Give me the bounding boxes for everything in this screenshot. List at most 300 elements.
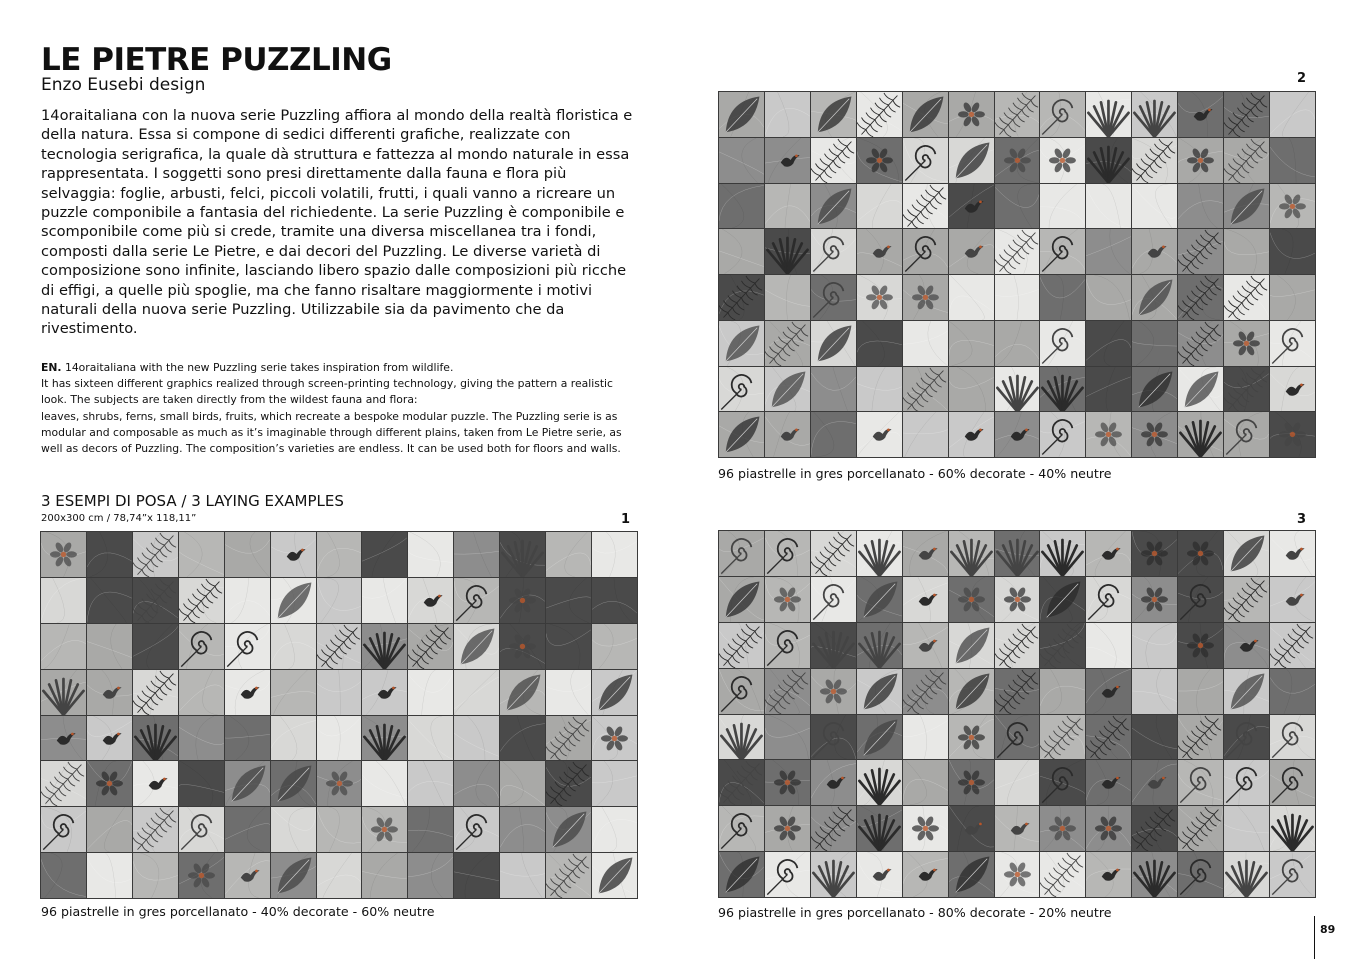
decor-tile-fan bbox=[362, 716, 407, 761]
decor-tile-swirl bbox=[1040, 92, 1085, 137]
stone-tile bbox=[179, 761, 224, 806]
decor-tile-swirl bbox=[1040, 321, 1085, 366]
layout-3-number: 3 bbox=[1297, 512, 1307, 527]
decor-tile-bird bbox=[133, 761, 178, 806]
decor-tile-swirl bbox=[1178, 852, 1223, 897]
decor-tile-swirl bbox=[903, 229, 948, 274]
decor-tile-swirl bbox=[1040, 760, 1085, 805]
page-number-rule bbox=[1314, 916, 1315, 959]
decor-tile-flower bbox=[1132, 412, 1177, 457]
description-english-line1 bbox=[41, 360, 641, 376]
stone-tile bbox=[408, 532, 453, 577]
stone-tile bbox=[592, 532, 637, 577]
decor-tile-fern bbox=[995, 669, 1040, 714]
decor-tile-leaf bbox=[811, 321, 856, 366]
page-title: LE PIETRE PUZZLING bbox=[41, 42, 392, 78]
decor-tile-fern bbox=[811, 531, 856, 576]
stone-tile bbox=[1086, 275, 1131, 320]
decor-tile-flower bbox=[1040, 138, 1085, 183]
stone-tile bbox=[179, 716, 224, 761]
stone-tile bbox=[41, 578, 86, 623]
decor-tile-swirl bbox=[1178, 760, 1223, 805]
stone-tile bbox=[811, 412, 856, 457]
stone-tile bbox=[87, 532, 132, 577]
decor-tile-leaf bbox=[949, 852, 994, 897]
decor-tile-leaf bbox=[1132, 275, 1177, 320]
stone-tile bbox=[271, 716, 316, 761]
decor-tile-fern bbox=[857, 92, 902, 137]
decor-tile-flower bbox=[1132, 531, 1177, 576]
decor-tile-fern bbox=[408, 624, 453, 669]
stone-tile bbox=[87, 578, 132, 623]
decor-tile-swirl bbox=[454, 578, 499, 623]
decor-tile-bird bbox=[1132, 760, 1177, 805]
decor-tile-leaf bbox=[719, 577, 764, 622]
decor-tile-fern bbox=[133, 670, 178, 715]
stone-tile bbox=[949, 275, 994, 320]
decor-tile-flower bbox=[362, 807, 407, 852]
decor-tile-leaf bbox=[903, 92, 948, 137]
layout-1-number: 1 bbox=[621, 512, 631, 527]
decor-tile-fern bbox=[1178, 806, 1223, 851]
decor-tile-fan bbox=[362, 624, 407, 669]
decor-tile-swirl bbox=[1224, 760, 1269, 805]
layout-3-tile-grid bbox=[718, 530, 1316, 898]
stone-tile bbox=[408, 716, 453, 761]
decor-tile-leaf bbox=[1040, 577, 1085, 622]
decor-tile-leaf bbox=[1178, 367, 1223, 412]
stone-tile bbox=[179, 532, 224, 577]
decor-tile-swirl bbox=[765, 852, 810, 897]
decor-tile-leaf bbox=[719, 321, 764, 366]
decor-tile-bird bbox=[903, 623, 948, 668]
stone-tile bbox=[41, 853, 86, 898]
stone-tile bbox=[362, 532, 407, 577]
decor-tile-leaf bbox=[719, 852, 764, 897]
decor-tile-fern bbox=[1178, 321, 1223, 366]
stone-tile bbox=[271, 670, 316, 715]
stone-tile bbox=[995, 275, 1040, 320]
stone-tile bbox=[811, 367, 856, 412]
decor-tile-fern bbox=[1178, 275, 1223, 320]
decor-tile-fan bbox=[995, 531, 1040, 576]
decor-tile-swirl bbox=[225, 624, 270, 669]
decor-tile-fern bbox=[1224, 367, 1269, 412]
decor-tile-leaf bbox=[271, 853, 316, 898]
stone-tile bbox=[1270, 275, 1315, 320]
decor-tile-swirl bbox=[1178, 577, 1223, 622]
stone-tile bbox=[87, 807, 132, 852]
description-english-line2: It has sixteen different graphics realized through screen-printing technology, giving the pattern a realistic look. The subjects are taken directly from the wildest fauna and flora: bbox=[41, 377, 613, 407]
decor-tile-flower bbox=[87, 761, 132, 806]
stone-tile bbox=[271, 624, 316, 669]
decor-tile-leaf bbox=[454, 624, 499, 669]
decor-tile-bird bbox=[225, 670, 270, 715]
decor-tile-fan bbox=[811, 623, 856, 668]
stone-tile bbox=[1040, 184, 1085, 229]
decor-tile-bird bbox=[811, 760, 856, 805]
stone-tile bbox=[1224, 229, 1269, 274]
en-line1: 14oraitaliana with the new Puzzling serie takes inspiration from wildlife. bbox=[61, 361, 454, 374]
decor-tile-fern bbox=[1040, 852, 1085, 897]
stone-tile bbox=[317, 532, 362, 577]
stone-tile bbox=[546, 578, 591, 623]
decor-tile-swirl bbox=[811, 577, 856, 622]
decor-tile-bird bbox=[995, 806, 1040, 851]
decor-tile-leaf bbox=[1224, 669, 1269, 714]
decor-tile-flower bbox=[765, 577, 810, 622]
decor-tile-bird bbox=[949, 229, 994, 274]
decor-tile-fern bbox=[1270, 623, 1315, 668]
stone-tile bbox=[1086, 367, 1131, 412]
decor-tile-fan bbox=[1132, 92, 1177, 137]
decor-tile-fan bbox=[500, 532, 545, 577]
decor-tile-swirl bbox=[1270, 321, 1315, 366]
stone-tile bbox=[500, 716, 545, 761]
stone-tile bbox=[1040, 275, 1085, 320]
decor-tile-swirl bbox=[811, 229, 856, 274]
decor-tile-flower bbox=[1178, 138, 1223, 183]
decor-tile-fan bbox=[857, 760, 902, 805]
stone-tile bbox=[765, 92, 810, 137]
decor-tile-flower bbox=[317, 761, 362, 806]
decor-tile-flower bbox=[949, 92, 994, 137]
stone-tile bbox=[719, 184, 764, 229]
description-english bbox=[41, 360, 641, 457]
stone-tile bbox=[1086, 229, 1131, 274]
decor-tile-fan bbox=[995, 367, 1040, 412]
stone-tile bbox=[1086, 623, 1131, 668]
decor-tile-flower bbox=[1178, 623, 1223, 668]
decor-tile-fan bbox=[857, 623, 902, 668]
stone-tile bbox=[546, 624, 591, 669]
stone-tile bbox=[1270, 138, 1315, 183]
decor-tile-swirl bbox=[903, 138, 948, 183]
description-english-line3: leaves, shrubs, ferns, small birds, fruits, which recreate a bespoke modular puzzle. The Puzzling serie is as modular and composable as much as it’s imaginable through different plains, taken from Le Pietre serie, as well as decors of Puzzling. The composition’s varieties are endless. It can be used both for floors and walls. bbox=[41, 409, 622, 456]
layout-2-caption: 96 piastrelle in gres porcellanato - 60% decorate - 40% neutre bbox=[718, 466, 1112, 481]
decor-tile-swirl bbox=[454, 807, 499, 852]
stone-tile bbox=[317, 670, 362, 715]
decor-tile-fern bbox=[41, 761, 86, 806]
decor-tile-fern bbox=[546, 761, 591, 806]
stone-tile bbox=[317, 716, 362, 761]
stone-tile bbox=[225, 807, 270, 852]
decor-tile-bird bbox=[857, 229, 902, 274]
stone-tile bbox=[546, 532, 591, 577]
stone-tile bbox=[1178, 184, 1223, 229]
stone-tile bbox=[500, 807, 545, 852]
decor-tile-flower bbox=[857, 275, 902, 320]
stone-tile bbox=[857, 321, 902, 366]
stone-tile bbox=[133, 624, 178, 669]
decor-tile-fan bbox=[857, 531, 902, 576]
stone-tile bbox=[408, 853, 453, 898]
decor-tile-fern bbox=[1224, 577, 1269, 622]
decor-tile-fan bbox=[765, 229, 810, 274]
decor-tile-flower bbox=[1040, 806, 1085, 851]
stone-tile bbox=[500, 761, 545, 806]
stone-tile bbox=[500, 853, 545, 898]
decor-tile-fern bbox=[995, 229, 1040, 274]
stone-tile bbox=[317, 807, 362, 852]
decor-tile-bird bbox=[87, 716, 132, 761]
decor-tile-leaf bbox=[225, 761, 270, 806]
decor-tile-flower bbox=[1270, 412, 1315, 457]
stone-tile bbox=[454, 532, 499, 577]
stone-tile bbox=[454, 853, 499, 898]
decor-tile-bird bbox=[995, 412, 1040, 457]
stone-tile bbox=[362, 578, 407, 623]
stone-tile bbox=[87, 624, 132, 669]
decor-tile-leaf bbox=[765, 367, 810, 412]
layout-2-tile-grid bbox=[718, 91, 1316, 458]
decor-tile-flower bbox=[857, 138, 902, 183]
layout-1-caption: 96 piastrelle in gres porcellanato - 40% decorate - 60% neutre bbox=[41, 904, 435, 919]
stone-tile bbox=[1270, 229, 1315, 274]
decor-tile-bird bbox=[1086, 531, 1131, 576]
decor-tile-fern bbox=[1224, 138, 1269, 183]
stone-tile bbox=[546, 670, 591, 715]
layout-1-tile-grid bbox=[40, 531, 638, 899]
decor-tile-bird bbox=[765, 412, 810, 457]
decor-tile-flower bbox=[1178, 531, 1223, 576]
decor-tile-leaf bbox=[271, 761, 316, 806]
decor-tile-fern bbox=[133, 578, 178, 623]
decor-tile-bird bbox=[1086, 852, 1131, 897]
decor-tile-fan bbox=[857, 806, 902, 851]
decor-tile-bird bbox=[1086, 669, 1131, 714]
decor-tile-leaf bbox=[857, 669, 902, 714]
stone-tile bbox=[719, 229, 764, 274]
decor-tile-flower bbox=[1086, 412, 1131, 457]
en-label: EN. bbox=[41, 361, 62, 374]
stone-tile bbox=[1040, 669, 1085, 714]
stone-tile bbox=[995, 760, 1040, 805]
stone-tile bbox=[41, 624, 86, 669]
stone-tile bbox=[1132, 669, 1177, 714]
stone-tile bbox=[225, 716, 270, 761]
examples-heading: 3 ESEMPI DI POSA / 3 LAYING EXAMPLES bbox=[41, 492, 344, 510]
decor-tile-flower bbox=[949, 577, 994, 622]
stone-tile bbox=[454, 670, 499, 715]
decor-tile-leaf bbox=[500, 670, 545, 715]
decor-tile-flower bbox=[765, 806, 810, 851]
decor-tile-bird bbox=[903, 852, 948, 897]
decor-tile-flower bbox=[1224, 321, 1269, 366]
stone-tile bbox=[408, 761, 453, 806]
stone-tile bbox=[1270, 669, 1315, 714]
decor-tile-flower bbox=[765, 760, 810, 805]
stone-tile bbox=[1224, 806, 1269, 851]
decor-tile-fern bbox=[1086, 715, 1131, 760]
stone-tile bbox=[903, 412, 948, 457]
description-italian: 14oraitaliana con la nuova serie Puzzling affiora al mondo della realtà floristica e della natura. Essa si compone di sedici differenti grafiche, realizzate con tecnologia serigrafica, la quale dà struttura e fattezza al mondo naturale in essa rappresentata. I soggetti sono presi direttamente dalla fauna e flora più selvaggia: foglie, arbusti, felci, piccoli volatili, frutti, i quali vanno a ricreare un puzzle componibile a fantasia del richiedente. La serie Puzzling è componibile e scomponibile come più si crede, tramite una diversa miscellanea tra i fondi, composti dalla serie Le Pietre, e dai decori del Puzzling. Le diverse varietà di composizione sono infinite, lasciando libero spazio dalle composizioni più ricche di effigi, a quelle più spoglie, ma che fanno risaltare maggiormente i motivi naturali della nuova serie Puzzling. Utilizzabile sia da pavimento che da rivestimento. bbox=[41, 107, 633, 338]
decor-tile-leaf bbox=[271, 578, 316, 623]
decor-tile-fern bbox=[765, 669, 810, 714]
decor-tile-fan bbox=[1086, 138, 1131, 183]
decor-tile-fern bbox=[1132, 806, 1177, 851]
decor-tile-bird bbox=[1224, 623, 1269, 668]
stone-tile bbox=[1270, 92, 1315, 137]
stone-tile bbox=[949, 321, 994, 366]
decor-tile-bird bbox=[949, 806, 994, 851]
decor-tile-swirl bbox=[1040, 412, 1085, 457]
stone-tile bbox=[133, 853, 178, 898]
decor-tile-bird bbox=[765, 138, 810, 183]
stone-tile bbox=[592, 624, 637, 669]
decor-tile-swirl bbox=[1224, 412, 1269, 457]
decor-tile-bird bbox=[857, 412, 902, 457]
stone-tile bbox=[225, 578, 270, 623]
stone-tile bbox=[995, 321, 1040, 366]
decor-tile-fern bbox=[811, 806, 856, 851]
decor-tile-fern bbox=[1040, 715, 1085, 760]
decor-tile-flower bbox=[995, 577, 1040, 622]
decor-tile-fern bbox=[811, 138, 856, 183]
stone-tile bbox=[857, 367, 902, 412]
stone-tile bbox=[903, 760, 948, 805]
decor-tile-bird bbox=[903, 577, 948, 622]
decor-tile-fern bbox=[1178, 229, 1223, 274]
decor-tile-bird bbox=[1132, 229, 1177, 274]
decor-tile-swirl bbox=[41, 807, 86, 852]
decor-tile-swirl bbox=[1270, 715, 1315, 760]
decor-tile-swirl bbox=[719, 806, 764, 851]
stone-tile bbox=[408, 807, 453, 852]
stone-tile bbox=[995, 184, 1040, 229]
decor-tile-fan bbox=[1224, 852, 1269, 897]
decor-tile-fern bbox=[995, 92, 1040, 137]
decor-tile-fan bbox=[719, 715, 764, 760]
decor-tile-leaf bbox=[811, 184, 856, 229]
decor-tile-fan bbox=[133, 716, 178, 761]
decor-tile-fern bbox=[903, 367, 948, 412]
stone-tile bbox=[1178, 669, 1223, 714]
decor-tile-fern bbox=[765, 321, 810, 366]
stone-tile bbox=[362, 761, 407, 806]
decor-tile-flower bbox=[41, 532, 86, 577]
decor-tile-fan bbox=[41, 670, 86, 715]
decor-tile-swirl bbox=[179, 807, 224, 852]
decor-tile-leaf bbox=[949, 138, 994, 183]
decor-tile-flower bbox=[179, 853, 224, 898]
decor-tile-leaf bbox=[592, 670, 637, 715]
decor-tile-fan bbox=[1132, 852, 1177, 897]
decor-tile-flower bbox=[1132, 577, 1177, 622]
decor-tile-flower bbox=[903, 806, 948, 851]
stone-tile bbox=[719, 138, 764, 183]
decor-tile-swirl bbox=[1270, 760, 1315, 805]
stone-tile bbox=[857, 184, 902, 229]
decor-tile-fan bbox=[811, 852, 856, 897]
decor-tile-leaf bbox=[719, 412, 764, 457]
decor-tile-flower bbox=[811, 669, 856, 714]
decor-tile-bird bbox=[1178, 92, 1223, 137]
stone-tile bbox=[765, 275, 810, 320]
decor-tile-leaf bbox=[1224, 531, 1269, 576]
decor-tile-leaf bbox=[857, 715, 902, 760]
decor-tile-fern bbox=[317, 624, 362, 669]
decor-tile-bird bbox=[225, 853, 270, 898]
decor-tile-bird bbox=[903, 531, 948, 576]
decor-tile-fern bbox=[546, 853, 591, 898]
decor-tile-swirl bbox=[765, 531, 810, 576]
stone-tile bbox=[1132, 184, 1177, 229]
decor-tile-swirl bbox=[179, 624, 224, 669]
page-number: 89 bbox=[1320, 923, 1336, 936]
decor-tile-flower bbox=[949, 715, 994, 760]
decor-tile-fern bbox=[903, 184, 948, 229]
stone-tile bbox=[592, 761, 637, 806]
stone-tile bbox=[454, 761, 499, 806]
decor-tile-fern bbox=[995, 623, 1040, 668]
stone-tile bbox=[1086, 321, 1131, 366]
decor-tile-swirl bbox=[811, 715, 856, 760]
stone-tile bbox=[317, 853, 362, 898]
decor-tile-flower bbox=[592, 716, 637, 761]
decor-tile-flower bbox=[995, 852, 1040, 897]
decor-tile-fern bbox=[179, 578, 224, 623]
stone-tile bbox=[1086, 184, 1131, 229]
decor-tile-fern bbox=[719, 623, 764, 668]
decor-tile-bird bbox=[1086, 760, 1131, 805]
decor-tile-swirl bbox=[811, 275, 856, 320]
stone-tile bbox=[592, 578, 637, 623]
decor-tile-bird bbox=[271, 532, 316, 577]
decor-tile-fern bbox=[1132, 138, 1177, 183]
stone-tile bbox=[592, 807, 637, 852]
designer-credit: Enzo Eusebi design bbox=[41, 75, 206, 95]
decor-tile-fern bbox=[133, 807, 178, 852]
decor-tile-swirl bbox=[1224, 715, 1269, 760]
stone-tile bbox=[362, 853, 407, 898]
decor-tile-bird bbox=[87, 670, 132, 715]
decor-tile-swirl bbox=[1270, 852, 1315, 897]
decor-tile-leaf bbox=[811, 92, 856, 137]
stone-tile bbox=[317, 578, 362, 623]
stone-tile bbox=[1132, 715, 1177, 760]
decor-tile-fern bbox=[1224, 275, 1269, 320]
decor-tile-fan bbox=[1178, 412, 1223, 457]
stone-tile bbox=[765, 184, 810, 229]
decor-tile-swirl bbox=[1040, 229, 1085, 274]
layout-3-caption: 96 piastrelle in gres porcellanato - 80% decorate - 20% neutre bbox=[718, 905, 1112, 920]
decor-tile-leaf bbox=[949, 623, 994, 668]
decor-tile-swirl bbox=[719, 669, 764, 714]
decor-tile-bird bbox=[949, 412, 994, 457]
decor-tile-swirl bbox=[719, 531, 764, 576]
stone-tile bbox=[765, 715, 810, 760]
stone-tile bbox=[949, 367, 994, 412]
decor-tile-fern bbox=[719, 275, 764, 320]
decor-tile-bird bbox=[949, 184, 994, 229]
decor-tile-flower bbox=[1270, 184, 1315, 229]
decor-tile-bird bbox=[408, 578, 453, 623]
decor-tile-bird bbox=[1270, 531, 1315, 576]
stone-tile bbox=[408, 670, 453, 715]
stone-tile bbox=[271, 807, 316, 852]
decor-tile-flower bbox=[903, 275, 948, 320]
stone-tile bbox=[87, 853, 132, 898]
decor-tile-leaf bbox=[857, 577, 902, 622]
decor-tile-fern bbox=[546, 716, 591, 761]
decor-tile-bird bbox=[1270, 577, 1315, 622]
decor-tile-fern bbox=[133, 532, 178, 577]
decor-tile-fan bbox=[1040, 367, 1085, 412]
examples-dimensions: 200x300 cm / 78,74”x 118,11” bbox=[41, 513, 197, 524]
decor-tile-fan bbox=[1040, 531, 1085, 576]
decor-tile-swirl bbox=[719, 367, 764, 412]
